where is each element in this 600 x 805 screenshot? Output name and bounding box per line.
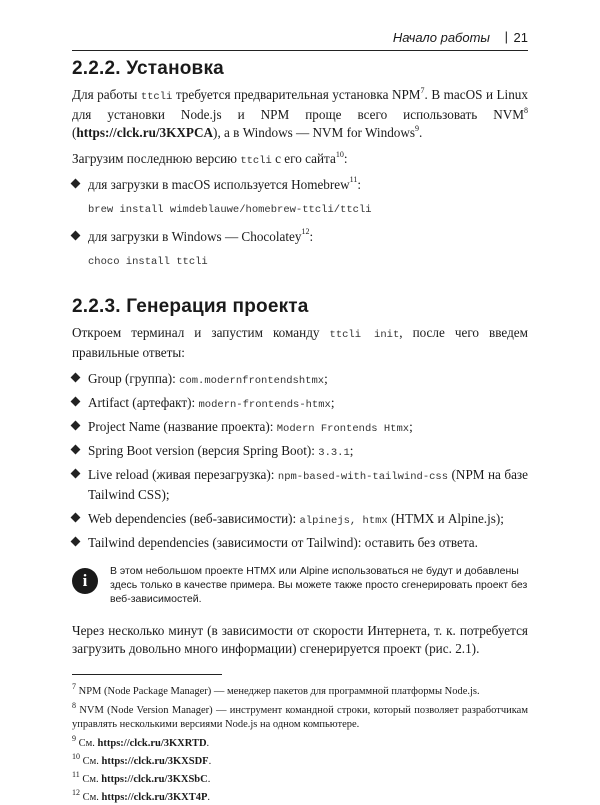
footnote-number: 10 <box>72 751 80 761</box>
diamond-bullet-icon <box>71 397 81 407</box>
footnote-ref: 10 <box>335 149 344 159</box>
footnote-ref: 7 <box>420 85 425 95</box>
text: ( <box>72 125 77 140</box>
inline-code: alpinejs, htmx <box>299 515 388 527</box>
footnote-number: 11 <box>72 769 80 779</box>
footnote-ref: 8 <box>524 105 528 115</box>
list-item <box>72 510 528 528</box>
footnote-text: См. <box>82 792 102 803</box>
page-content <box>72 58 528 805</box>
diamond-bullet-icon <box>71 421 81 431</box>
footnote-number: 12 <box>72 787 80 797</box>
footnote: $^9$ См. https://clck.ru/3KXRTD. <box>72 733 210 749</box>
text: Spring Boot version (версия Spring Boot): <box>88 443 319 458</box>
list-item <box>72 418 528 436</box>
note-text: В этом небольшом проекте HTMX или Alpine использоваться не будут и добавлены здесь только в качестве примера. Вы можете также просто сгенерировать проект без веб-зависимостей. <box>110 565 528 605</box>
running-head-separator: | <box>504 29 508 44</box>
page-number: 21 <box>513 30 528 45</box>
inline-code: ttcli <box>140 91 173 103</box>
text: ), а в Windows — NVM for Windows <box>213 125 416 140</box>
text: Загрузим последнюю версию <box>72 151 241 166</box>
text: требуется предварительная установка NPM <box>172 87 421 102</box>
footnote-link[interactable]: https://clck.ru/3KXSDF <box>101 756 209 767</box>
link-nvm[interactable]: https://clck.ru/3KXPCA <box>76 125 214 140</box>
inline-code: ttcli <box>240 155 272 167</box>
text: (HTMX и Alpine.js); <box>387 511 504 526</box>
inline-code: 3.3.1 <box>318 447 350 459</box>
footnote-link[interactable]: https://clck.ru/3KXSbC <box>101 774 208 785</box>
list-item <box>72 534 528 552</box>
text: Для работы <box>72 87 141 102</box>
footnotes <box>72 681 528 805</box>
diamond-bullet-icon <box>71 513 81 523</box>
footnote: $^{11}$ См. https://clck.ru/3KXSbC. <box>72 769 211 785</box>
footnote <box>72 681 528 699</box>
download-paragraph <box>72 150 528 170</box>
info-note <box>72 564 528 606</box>
list-item <box>72 394 528 412</box>
footnote-text: См. <box>82 774 102 785</box>
footnote-text: См. <box>78 738 98 749</box>
footnote: $^{10}$ См. https://clck.ru/3KXSDF. <box>72 751 212 767</box>
text: Web dependencies (веб-зависимости): <box>88 511 300 526</box>
diamond-bullet-icon <box>71 373 81 383</box>
text: Откроем терминал и запустим команду <box>72 325 330 340</box>
code-brew: brew install wimdeblauwe/homebrew-ttcli/ttcli <box>88 204 372 216</box>
info-icon: i <box>72 568 98 594</box>
text: . В macOS и Linux для установки Node.js и NPM проще всего использовать NVM <box>72 87 528 122</box>
list-item <box>72 228 528 246</box>
text: для загрузки в Windows — Chocolatey <box>88 229 302 244</box>
text: Tailwind dependencies (зависимости от Tailwind): оставить без ответа. <box>88 535 478 550</box>
install-paragraph <box>72 86 528 142</box>
diamond-bullet-icon <box>71 445 81 455</box>
text: . <box>419 125 423 140</box>
footnote-number: 8 <box>72 700 76 710</box>
heading-generate: 2.2.3. Генерация проекта <box>72 296 309 317</box>
text: ; <box>324 371 328 386</box>
text: ; <box>349 443 354 458</box>
text: ; <box>330 395 335 410</box>
footnote-text: NVM (Node Version Manager) — инструмент командной строки, который позволяет разработчикам управлять несколькими версиями Node.js на одном компьютере. <box>72 705 528 730</box>
heading-install: 2.2.2. Установка <box>72 58 224 79</box>
inline-code: npm-based-with-tailwind-css <box>277 471 449 483</box>
footnote-text: См. <box>82 756 102 767</box>
answers-list <box>72 370 528 552</box>
running-head <box>0 0 600 50</box>
install-list <box>72 228 528 246</box>
list-item <box>72 466 528 504</box>
inline-code: com.modernfrontendshtmx <box>179 375 325 387</box>
text: для загрузки в macOS используется Homebrew <box>88 177 350 192</box>
generate-intro <box>72 324 528 362</box>
inline-code: modern-frontends-htmx <box>198 399 331 411</box>
footnote-link[interactable]: https://clck.ru/3KXRTD <box>97 738 207 749</box>
list-item <box>72 442 528 460</box>
diamond-bullet-icon <box>71 469 81 479</box>
text: : <box>357 177 362 192</box>
footnote-ref: 11 <box>349 174 358 184</box>
diamond-bullet-icon <box>71 537 81 547</box>
footnote-rule <box>72 674 222 675</box>
footnote-ref: 12 <box>301 226 310 236</box>
footnote-text: NPM (Node Package Manager) — менеджер пакетов для программной платформы Node.js. <box>78 686 480 697</box>
list-item <box>72 370 528 388</box>
text: : <box>343 151 348 166</box>
running-head-section: Начало работы <box>392 30 490 45</box>
text: , после чего введем правильные ответы: <box>72 325 528 360</box>
text: (NPM на базе Tailwind CSS); <box>88 467 528 502</box>
text: ; <box>409 419 413 434</box>
inline-code: Modern Frontends Htmx <box>276 423 410 435</box>
text: Project Name (название проекта): <box>88 419 277 434</box>
diamond-bullet-icon <box>71 179 81 189</box>
footnote-number: 7 <box>72 681 76 691</box>
footnote-number: 9 <box>72 733 76 743</box>
text: с его сайта <box>271 151 336 166</box>
list-item <box>72 176 528 194</box>
inline-code: ttcli init <box>329 329 400 341</box>
footnote-ref: 9 <box>415 123 420 133</box>
text: Live reload (живая перезагрузка): <box>88 467 278 482</box>
install-list <box>72 176 528 194</box>
footnote <box>72 700 528 732</box>
text: Artifact (артефакт): <box>88 395 199 410</box>
text: : <box>309 229 314 244</box>
text: Group (группа): <box>88 371 180 386</box>
header-rule <box>72 50 528 51</box>
diamond-bullet-icon <box>71 231 81 241</box>
code-choco: choco install ttcli <box>88 256 208 268</box>
footnote: $^{12}$ См. https://clck.ru/3KXT4P. <box>72 787 211 803</box>
outro-paragraph: Через несколько минут (в зависимости от скорости Интернета, т. к. потребуется загрузить довольно много информации) сгенерируется проект (рис. 2.1). <box>72 623 528 656</box>
footnote-link[interactable]: https://clck.ru/3KXT4P <box>101 792 208 803</box>
